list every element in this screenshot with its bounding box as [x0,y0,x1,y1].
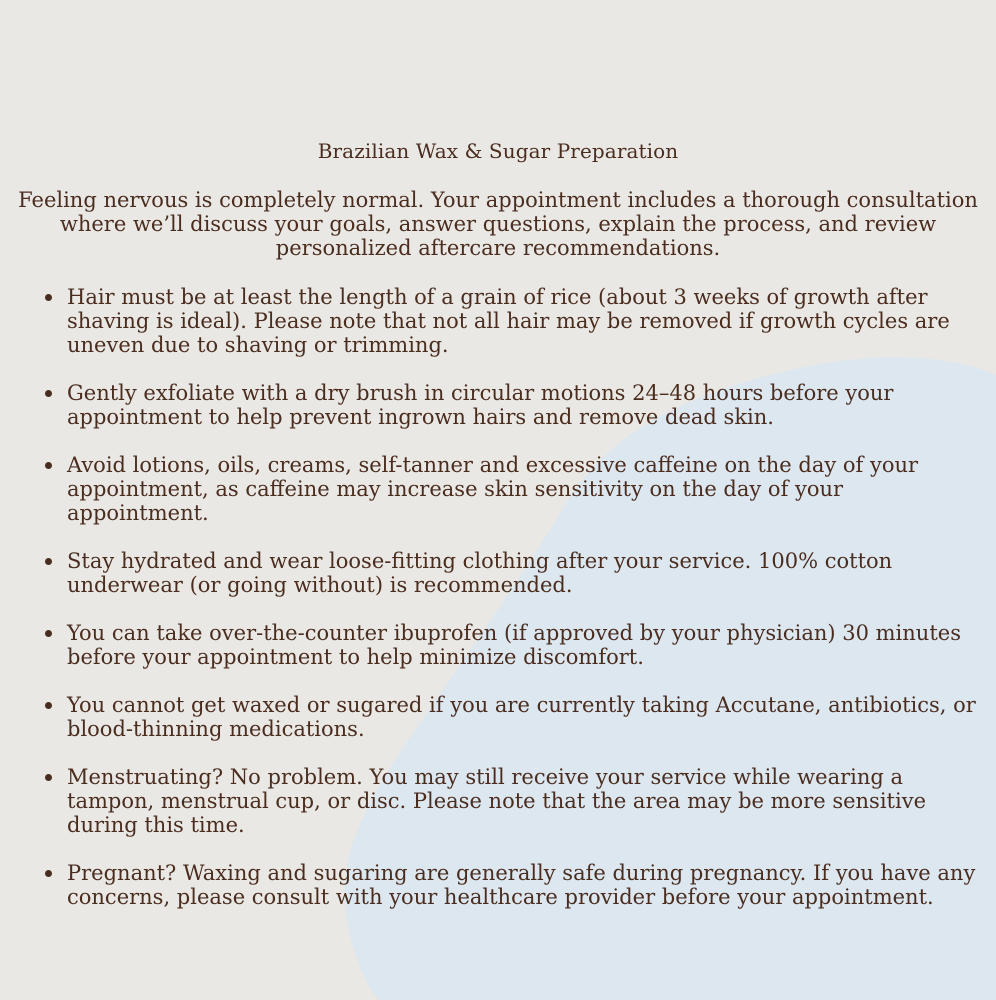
preparation-list [0,285,996,933]
bullet-icon [45,702,52,709]
list-item-text: Avoid lotions, oils, creams, self-tanner and excessive caffeine on the day of your appointment, as caffeine may increase skin sensitivity on the day of your appointment. [67,453,919,525]
bullet-icon [45,390,52,397]
list-item [0,621,996,669]
list-item [0,765,996,837]
list-item-text: Menstruating? No problem. You may still receive your service while wearing a tampon, menstrual cup, or disc. Please note that the area may be more sensitive during this time. [67,765,926,837]
intro-paragraph: Feeling nervous is completely normal. Your appointment includes a thorough consultation where we’ll discuss your goals, answer questions, explain the process, and review personalized aftercare recommendations. [18,188,978,260]
bullet-icon [45,294,52,301]
page-title: Brazilian Wax & Sugar Preparation [317,139,679,163]
bullet-icon [45,558,52,565]
list-item [0,693,996,741]
list-item [0,453,996,525]
list-item-text: You cannot get waxed or sugared if you are currently taking Accutane, antibiotics, or blood-thinning medications. [67,693,976,741]
bullet-icon [45,774,52,781]
list-item-text: You can take over-the-counter ibuprofen (if approved by your physician) 30 minutes before your appointment to help minimize discomfort. [67,621,961,669]
list-item-text: Pregnant? Waxing and sugaring are generally safe during pregnancy. If you have any concerns, please consult with your healthcare provider before your appointment. [67,861,976,909]
list-item-text: Gently exfoliate with a dry brush in circular motions 24–48 hours before your appointment to help prevent ingrown hairs and remove dead skin. [67,381,894,429]
list-item [0,861,996,909]
bullet-icon [45,462,52,469]
bullet-icon [45,870,52,877]
list-item [0,549,996,597]
list-item-text: Stay hydrated and wear loose-fitting clothing after your service. 100% cotton underwear (or going without) is recommended. [67,549,893,597]
list-item [0,381,996,429]
list-item-text: Hair must be at least the length of a grain of rice (about 3 weeks of growth after shaving is ideal). Please note that not all hair may be removed if growth cycles are uneven due to shaving or trimming. [67,285,950,357]
bullet-icon [45,630,52,637]
list-item [0,285,996,357]
